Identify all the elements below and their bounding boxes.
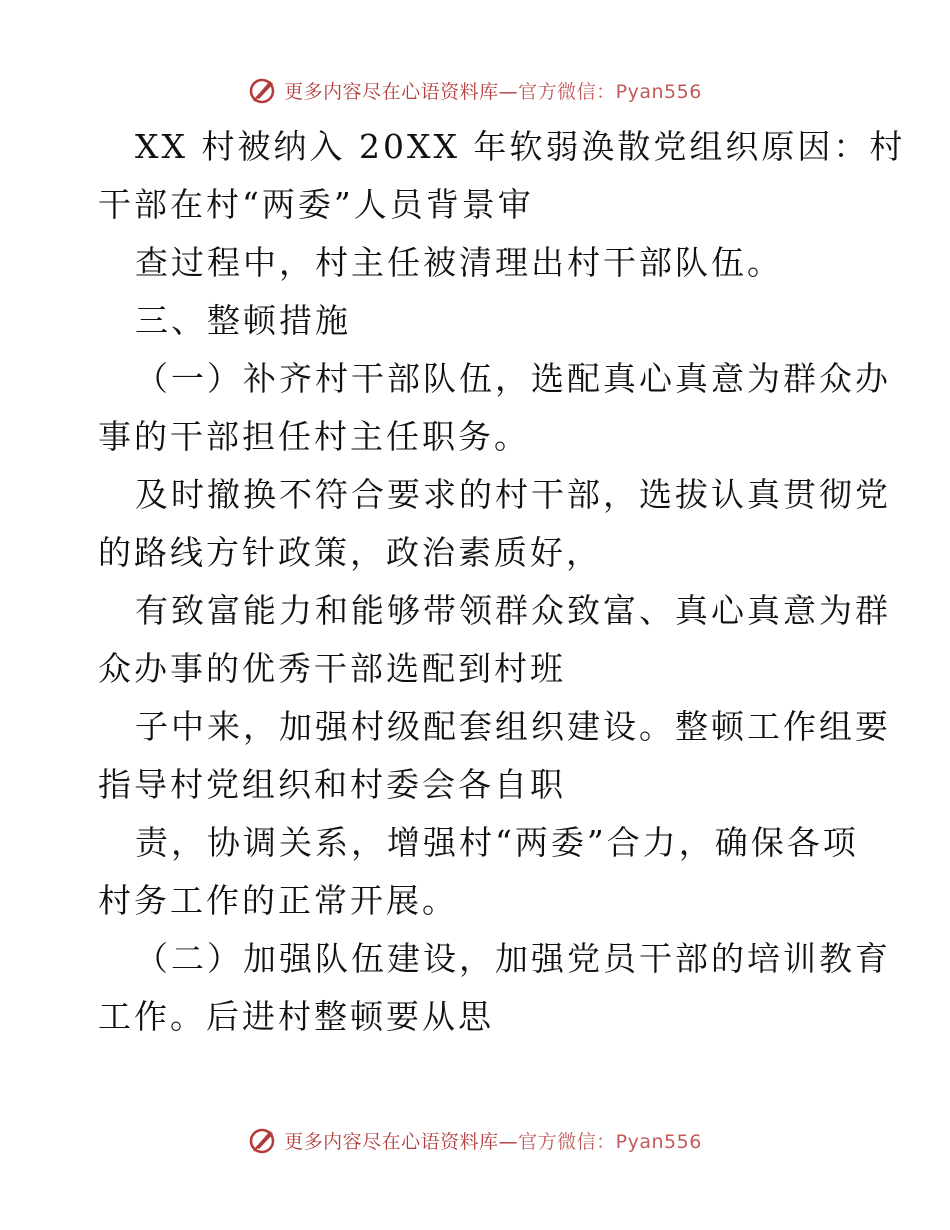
text-line: 事的干部担任村主任职务。 — [98, 417, 530, 456]
text-line: （二）加强队伍建设，加强党员干部的培训教育 — [135, 939, 891, 978]
text-line: 子中来，加强村级配套组织建设。整顿工作组要 — [135, 707, 891, 746]
quill-logo-icon — [248, 1125, 278, 1155]
watermark-text: 更多内容尽在心语资料库—官方微信：Pyan556 — [284, 80, 702, 103]
text-line: 众办事的优秀干部选配到村班 — [98, 649, 566, 688]
text-line: 查过程中，村主任被清理出村干部队伍。 — [135, 243, 783, 282]
text-line: 及时撤换不符合要求的村干部，选拔认真贯彻党 — [135, 475, 891, 514]
section-heading: 三、整顿措施 — [135, 301, 351, 340]
text-line: 村务工作的正常开展。 — [98, 881, 458, 920]
text-line: 干部在村“两委”人员背景审 — [98, 185, 534, 224]
text-line: 的路线方针政策，政治素质好， — [98, 533, 602, 572]
text-line: （一）补齐村干部队伍，选配真心真意为群众办 — [135, 359, 891, 398]
text-line: 责，协调关系，增强村“两委”合力，确保各项 — [135, 823, 859, 862]
watermark-text: 更多内容尽在心语资料库—官方微信：Pyan556 — [284, 1130, 702, 1153]
text-line: 有致富能力和能够带领群众致富、真心真意为群 — [135, 591, 891, 630]
text-line: 工作。后进村整顿要从思 — [98, 997, 494, 1036]
footer-watermark — [0, 1120, 950, 1160]
text-line: XX 村被纳入 20XX 年软弱涣散党组织原因：村 — [135, 127, 906, 166]
text-line: 指导村党组织和村委会各自职 — [98, 765, 566, 804]
